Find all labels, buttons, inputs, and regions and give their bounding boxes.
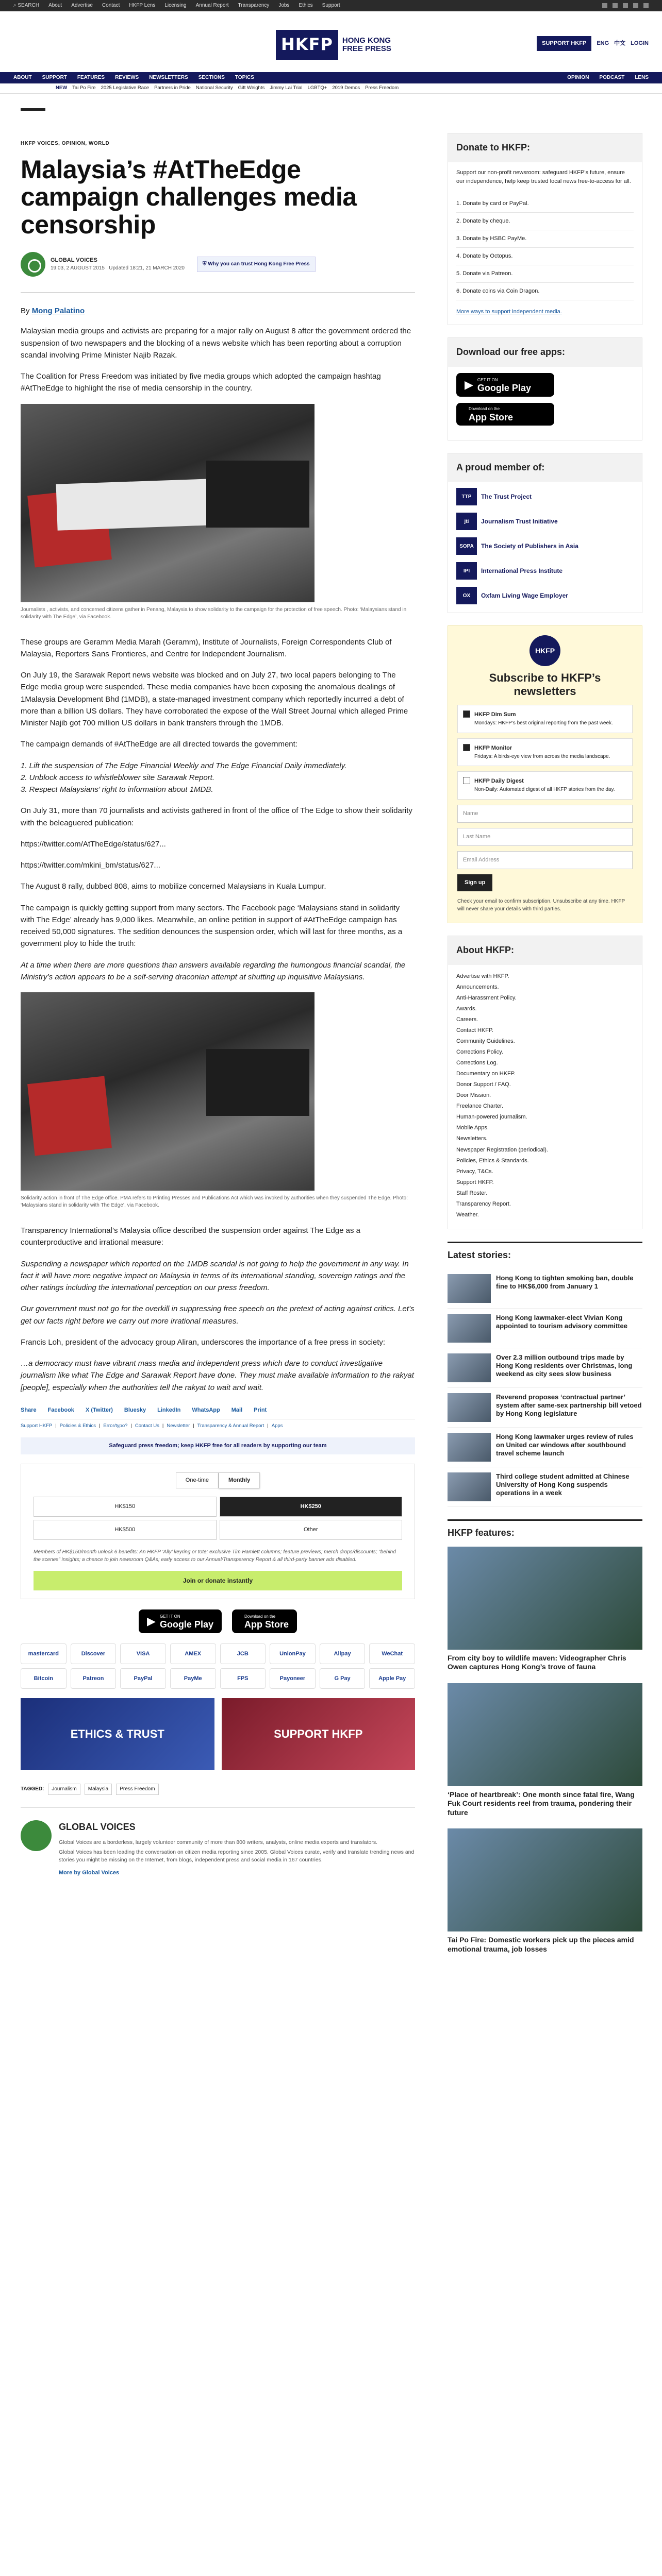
- more-ways-link[interactable]: More ways to support independent media.: [456, 309, 562, 315]
- latest-story[interactable]: [448, 1348, 642, 1388]
- author-box: [21, 1807, 415, 1878]
- shield-icon: ⛨: [203, 261, 207, 267]
- about-link[interactable]: Support HKFP.: [456, 1179, 494, 1185]
- author-prefix: By: [21, 307, 30, 315]
- frequency-toggle: [34, 1472, 402, 1488]
- tags-label: TAGGED:: [21, 1786, 44, 1792]
- lang-eng[interactable]: ENG: [597, 40, 609, 46]
- about-link[interactable]: Awards.: [456, 1005, 477, 1012]
- search-label: SEARCH: [18, 3, 40, 9]
- util-link[interactable]: Advertise: [71, 3, 93, 9]
- feature-item[interactable]: [448, 1828, 642, 1954]
- feature-title[interactable]: Tai Po Fire: Domestic workers pick up the pieces amid emotional trauma, job losses: [448, 1936, 634, 1953]
- about-link[interactable]: Advertise with HKFP.: [456, 973, 509, 979]
- about-link[interactable]: Corrections Log.: [456, 1060, 498, 1066]
- support-banner[interactable]: SUPPORT HKFP: [222, 1698, 416, 1770]
- story-title[interactable]: Hong Kong lawmaker-elect Vivian Kong appointed to tourism advisory committee: [496, 1313, 627, 1330]
- jti-icon: jti: [456, 513, 477, 530]
- sidebar: [448, 133, 642, 1965]
- paragraph: Francis Loh, president of the advocacy group Aliran, underscores the importance of a free press in society:: [21, 1337, 386, 1347]
- photo-caption: Solidarity action in front of The Edge office. PMA refers to Printing Presses and Publications Act which was invoked by authorities when they suspended The Edge. Photo: ‘Malaysians stand in solidarity with The Edge’, via Facebook.: [21, 1195, 408, 1208]
- paragraph: The campaign demands of #AtTheEdge are all directed towards the government:: [21, 740, 297, 749]
- donate-intro: Support our non-profit newsroom: safeguard HKFP’s future, ensure our independence, help keep trusted local news free-to-access for all.: [456, 169, 631, 184]
- tag[interactable]: Malaysia: [85, 1784, 112, 1795]
- badge-big: App Store: [469, 412, 514, 422]
- member-org-name: The Society of Publishers in Asia: [481, 543, 578, 550]
- safeguard-banner: Safeguard press freedom; keep HKFP free for all readers by supporting our team: [21, 1437, 415, 1454]
- feature-item[interactable]: [448, 1547, 642, 1672]
- trending-item[interactable]: National Security: [195, 85, 233, 91]
- apps-body: [448, 373, 642, 425]
- share-x[interactable]: X (Twitter): [85, 1406, 113, 1413]
- newsletter-name: HKFP Dim Sum: [474, 711, 516, 718]
- author-name: GLOBAL VOICES: [59, 1821, 136, 1832]
- tweet-link[interactable]: https://twitter.com/AtTheEdge/status/627...: [21, 839, 166, 849]
- policy-link[interactable]: Policies & Ethics: [59, 1422, 96, 1429]
- last-name-input[interactable]: Last Name: [457, 828, 633, 846]
- payment-logo: AMEX: [170, 1643, 216, 1664]
- trending-item[interactable]: 2019 Demos: [332, 85, 360, 91]
- nav-item[interactable]: TOPICS: [235, 75, 254, 81]
- about-link[interactable]: Donor Support / FAQ.: [456, 1081, 511, 1088]
- site-logo[interactable]: [276, 30, 391, 60]
- amount-option[interactable]: HK$150: [34, 1497, 217, 1517]
- sopa-icon: SOPA: [456, 537, 477, 555]
- latest-story[interactable]: [448, 1467, 642, 1507]
- nav-item[interactable]: LENS: [635, 75, 649, 81]
- about-link[interactable]: Anti-Harassment Policy.: [456, 994, 517, 1001]
- policy-link[interactable]: Newsletter: [167, 1422, 190, 1429]
- member-org[interactable]: [456, 537, 634, 555]
- newsletter-desc: Fridays: A birds-eye view from across the media landscape.: [474, 753, 610, 759]
- about-link[interactable]: Privacy, T&Cs.: [456, 1168, 493, 1175]
- util-link[interactable]: Ethics: [299, 3, 313, 9]
- oxfam-icon: OX: [456, 587, 477, 604]
- trust-button-label: Why you can trust Hong Kong Free Press: [208, 261, 310, 267]
- newsletter-checkbox[interactable]: [463, 777, 470, 784]
- author-line: [21, 305, 415, 317]
- share-linkedin[interactable]: LinkedIn: [157, 1406, 181, 1413]
- story-thumbnail[interactable]: [448, 1353, 491, 1382]
- about-link[interactable]: Community Guidelines.: [456, 1038, 515, 1045]
- login-link[interactable]: LOGIN: [631, 40, 649, 46]
- byline-date: 19:03, 2 AUGUST 2015: [51, 265, 105, 271]
- feature-image[interactable]: [448, 1828, 642, 1931]
- quote: At a time when there are more questions than answers available regarding the humongous financial scandal, the Ministry’s action appears to be a self-serving draconian attempt at shutting up inquisitive Malaysians.: [21, 960, 406, 981]
- donate-body: [448, 168, 642, 316]
- policy-link[interactable]: Transparency & Annual Report: [197, 1422, 264, 1429]
- trending-item[interactable]: Press Freedom: [365, 85, 399, 91]
- payment-logo: PayMe: [170, 1668, 216, 1689]
- nav-item[interactable]: FEATURES: [77, 75, 105, 81]
- member-org-name: Oxfam Living Wage Employer: [481, 592, 568, 600]
- nav-item[interactable]: REVIEWS: [115, 75, 139, 81]
- amount-option[interactable]: Other: [220, 1520, 403, 1540]
- global-voices-avatar[interactable]: [21, 252, 45, 277]
- trending-item[interactable]: 2025 Legislative Race: [101, 85, 150, 91]
- util-link[interactable]: Contact: [102, 3, 120, 9]
- author-link[interactable]: Mong Palatino: [31, 307, 85, 315]
- util-link[interactable]: Licensing: [164, 3, 187, 9]
- story-thumbnail[interactable]: [448, 1274, 491, 1303]
- member-org[interactable]: [456, 587, 634, 604]
- nav-item[interactable]: PODCAST: [599, 75, 625, 81]
- payment-logo: mastercard: [21, 1643, 67, 1664]
- article: [21, 108, 415, 1878]
- share-facebook[interactable]: Facebook: [47, 1406, 74, 1413]
- about-links: [448, 971, 642, 1221]
- photo-detail: [56, 478, 228, 530]
- about-link[interactable]: Newsletters.: [456, 1136, 488, 1142]
- donate-option[interactable]: 6. Donate coins via Coin Dragon.: [456, 283, 634, 300]
- more-by-author-link[interactable]: More by Global Voices: [59, 1870, 120, 1876]
- nav-item[interactable]: SUPPORT: [42, 75, 67, 81]
- member-org[interactable]: [456, 562, 634, 580]
- trending-label: NEW: [56, 85, 68, 91]
- google-play-icon: ▶: [465, 378, 473, 392]
- payment-logo: Alipay: [320, 1643, 366, 1664]
- about-link[interactable]: Weather.: [456, 1211, 479, 1218]
- donate-heading: Donate to HKFP:: [448, 133, 642, 162]
- share-whatsapp[interactable]: WhatsApp: [192, 1406, 220, 1413]
- features-list: [448, 1547, 642, 1954]
- ethics-banner[interactable]: ETHICS & TRUST: [21, 1698, 214, 1770]
- about-link[interactable]: Mobile Apps.: [456, 1125, 489, 1131]
- nav-item[interactable]: OPINION: [567, 75, 589, 81]
- trending-item[interactable]: Partners in Pride: [154, 85, 191, 91]
- subscribe-heading: Subscribe to HKFP’s newsletters: [489, 671, 601, 698]
- donate-option[interactable]: 3. Donate by HSBC PayMe.: [456, 230, 634, 248]
- payment-logo: Apple Pay: [369, 1668, 415, 1689]
- freq-monthly[interactable]: Monthly: [219, 1472, 260, 1488]
- member-org-name: International Press Institute: [481, 567, 563, 575]
- hkfp-badge-icon: HKFP: [529, 635, 560, 666]
- feature-image[interactable]: [448, 1547, 642, 1650]
- byline-meta: [51, 257, 185, 272]
- payment-logo: UnionPay: [270, 1643, 316, 1664]
- badge-big: App Store: [244, 1619, 289, 1630]
- tag[interactable]: Journalism: [48, 1784, 80, 1795]
- payment-logo: FPS: [220, 1668, 266, 1689]
- logo-line-1: HONG KONG: [342, 36, 391, 45]
- policy-links: Support HKFP | Policies & Ethics | Error/typo? | Contact Us | Newsletter | Transparency & Annual Report | Apps: [21, 1419, 415, 1430]
- payment-logo: PayPal: [120, 1668, 166, 1689]
- story-thumbnail[interactable]: [448, 1472, 491, 1501]
- story-thumbnail[interactable]: [448, 1314, 491, 1343]
- latest-heading: Latest stories:: [448, 1242, 642, 1263]
- about-link[interactable]: Door Mission.: [456, 1092, 491, 1099]
- member-orgs: [448, 488, 642, 604]
- newsletter-signup: [448, 625, 642, 923]
- instagram-icon[interactable]: [623, 3, 628, 8]
- about-link[interactable]: Corrections Policy.: [456, 1049, 503, 1056]
- site-header: [0, 11, 662, 72]
- features-heading: HKFP features:: [448, 1519, 642, 1540]
- about-link[interactable]: Staff Roster.: [456, 1190, 488, 1196]
- about-link[interactable]: Contact HKFP.: [456, 1027, 493, 1034]
- payment-logo: Payoneer: [270, 1668, 316, 1689]
- feature-image[interactable]: [448, 1683, 642, 1786]
- divider: [21, 292, 415, 293]
- list-item: 2. Unblock access to whistleblower site Sarawak Report.: [21, 773, 214, 782]
- byline-org[interactable]: GLOBAL VOICES: [51, 257, 97, 264]
- policy-link[interactable]: Error/typo?: [103, 1422, 128, 1429]
- newsletter-desc: Mondays: HKFP’s best original reporting from the past week.: [474, 720, 613, 726]
- latest-story[interactable]: [448, 1388, 642, 1428]
- promo-banners: [21, 1698, 415, 1770]
- rss-icon[interactable]: [643, 3, 649, 8]
- util-link[interactable]: HKFP Lens: [129, 3, 156, 9]
- payment-logo: Patreon: [71, 1668, 117, 1689]
- trending-item[interactable]: Tai Po Fire: [72, 85, 96, 91]
- trust-project-icon: TTP: [456, 488, 477, 505]
- util-link[interactable]: Jobs: [278, 3, 290, 9]
- apps-heading: Download our free apps:: [448, 338, 642, 367]
- util-link[interactable]: Annual Report: [195, 3, 229, 9]
- ipi-icon: IPI: [456, 562, 477, 580]
- about-link[interactable]: Documentary on HKFP.: [456, 1071, 516, 1077]
- about-heading: About HKFP:: [448, 936, 642, 965]
- story-thumbnail[interactable]: [448, 1393, 491, 1422]
- member-org-name: The Trust Project: [481, 493, 532, 501]
- share-print[interactable]: Print: [254, 1406, 267, 1413]
- latest-story[interactable]: [448, 1309, 642, 1348]
- author-bio: [59, 1820, 415, 1878]
- paragraph: On July 19, the Sarawak Report news website was blocked and on July 27, two local papers belonging to The Edge media group were suspended. These media companies have been exposing the anomalous dealings of 1Malaysia Development Bhd (1MDB), a state-managed investment company which reportedly incurred a debt of more than a billion US dollars. They have corroborated the expose of the Wall Street Journal which alleged Prime Minister Najib got 700 million US dollars in bank transfers through the 1MDB.: [21, 671, 408, 727]
- divider: [21, 108, 45, 111]
- badge-big: Google Play: [159, 1619, 213, 1630]
- payment-logo: WeChat: [369, 1643, 415, 1664]
- newsletter-name: HKFP Daily Digest: [474, 778, 524, 785]
- newsletter-desc: Non-Daily: Automated digest of all HKFP stories from the day.: [474, 787, 615, 793]
- share-bluesky[interactable]: Bluesky: [124, 1406, 146, 1413]
- paragraph: Malaysian media groups and activists are preparing for a major rally on August 8 after the government ordered the suspension of two newspapers and the blocking of a news website which has been reporting about a corruption scandal involving Prime Minister Najib Razak.: [21, 327, 411, 360]
- story-title[interactable]: Hong Kong lawmaker urges review of rules on United car windows after southbound travel scheme launch: [496, 1432, 634, 1458]
- article-photo: [21, 992, 315, 1191]
- freq-one-time[interactable]: One-time: [176, 1472, 219, 1488]
- about-link[interactable]: Freelance Charter.: [456, 1103, 504, 1110]
- article-photo: [21, 404, 315, 602]
- story-title[interactable]: Third college student admitted at Chinese University of Hong Kong suspends operations in a week: [496, 1472, 630, 1497]
- email-input[interactable]: Email Address: [457, 851, 633, 869]
- byline-updated: Updated 18:21, 21 MARCH 2020: [109, 265, 185, 271]
- newsletter-checkbox[interactable]: [463, 710, 470, 718]
- photo-detail: [27, 1076, 112, 1156]
- app-store-badge[interactable]: [232, 1609, 297, 1633]
- badge-small: GET IT ON: [159, 1614, 180, 1619]
- about-link[interactable]: Transparency Report.: [456, 1200, 511, 1207]
- story-thumbnail[interactable]: [448, 1433, 491, 1462]
- about-link[interactable]: Newspaper Registration (periodical).: [456, 1146, 548, 1153]
- google-play-badge[interactable]: [139, 1609, 222, 1633]
- first-name-input[interactable]: Name: [457, 805, 633, 823]
- payment-logo: Bitcoin: [21, 1668, 67, 1689]
- policy-link[interactable]: Contact Us: [135, 1422, 159, 1429]
- story-title[interactable]: Reverend proposes ‘contractual partner’ system after same-sex partnership bill vetoed by Hong Kong legislature: [496, 1393, 642, 1418]
- proud-heading: A proud member of:: [448, 453, 642, 482]
- quote: Our government must not go for the overkill in suppressing free speech on the pretext of acting against critics. Let’s get our facts right before we carry out more irrational measures.: [21, 1304, 415, 1326]
- social-icons: [602, 3, 649, 8]
- donate-options: [456, 195, 634, 300]
- google-play-icon: ▶: [147, 1615, 156, 1628]
- latest-story[interactable]: [448, 1269, 642, 1309]
- support-hkfp-button[interactable]: SUPPORT HKFP: [537, 36, 591, 51]
- article-categories[interactable]: HKFP VOICES, OPINION, WORLD: [21, 141, 110, 146]
- amount-option[interactable]: HK$500: [34, 1520, 217, 1540]
- google-play-badge[interactable]: [456, 373, 554, 397]
- trending-item[interactable]: Jimmy Lai Trial: [270, 85, 303, 91]
- list-item: 3. Respect Malaysians’ right to information about 1MDB.: [21, 785, 213, 794]
- paragraph: These groups are Geramm Media Marah (Geramm), Institute of Journalists, Foreign Correspondents Club of Malaysia, Reporters Sans Frontieres, and Centre for Independent Journalism.: [21, 637, 392, 658]
- tag[interactable]: Press Freedom: [116, 1784, 158, 1795]
- trust-button[interactable]: [197, 257, 316, 272]
- payment-logo: JCB: [220, 1643, 266, 1664]
- tags: [21, 1784, 415, 1795]
- badge-small: Download on the: [469, 406, 500, 412]
- trending-bar: [0, 83, 662, 94]
- badge-small: Download on the: [244, 1614, 276, 1619]
- trending-item[interactable]: LGBTQ+: [307, 85, 327, 91]
- features: [448, 1519, 642, 1954]
- payment-logo: Discover: [71, 1643, 117, 1664]
- search-link[interactable]: ⌕ SEARCH: [13, 3, 40, 9]
- feature-item[interactable]: [448, 1683, 642, 1818]
- newsletter-option[interactable]: [457, 738, 633, 767]
- policy-link[interactable]: Support HKFP: [21, 1422, 53, 1429]
- author-bio-text: Global Voices has been leading the conversation on citizen media reporting since 2005. Global Voices curate, verify and translate trending news and stories you might be missing on the Internet, from blogs, independent press and social media in 167 countries.: [59, 1849, 415, 1863]
- member-org-name: Journalism Trust Initiative: [481, 518, 558, 526]
- subscribe-note: Check your email to confirm subscription. Unsubscribe at any time. HKFP will never share your details with third parties.: [457, 898, 625, 912]
- article-title: Malaysia’s #AtTheEdge campaign challenges media censorship: [21, 155, 357, 239]
- author-avatar: [21, 1820, 52, 1851]
- donate-option[interactable]: 1. Donate by card or PayPal.: [456, 195, 634, 213]
- quote: Suspending a newspaper which reported on the 1MDB scandal is not going to help the government in any way. In fact it will have more negative impact on Malaysia in terms of its international standing, sovereign ratings and the other ratings including the international perception on our press freedom.: [21, 1259, 409, 1292]
- lang-zh[interactable]: 中文: [614, 40, 626, 46]
- trending-item[interactable]: Gift Weights: [238, 85, 265, 91]
- about-link[interactable]: Human-powered journalism.: [456, 1114, 527, 1121]
- about-link[interactable]: Announcements.: [456, 984, 499, 990]
- newsletter-option[interactable]: [457, 705, 633, 733]
- app-store-badge[interactable]: [456, 403, 554, 425]
- author-bio-text: Global Voices are a borderless, largely volunteer community of more than 800 writers, analysts, online media experts and translators.: [59, 1839, 378, 1845]
- about-link[interactable]: Careers.: [456, 1016, 478, 1023]
- nav-item[interactable]: NEWSLETTERS: [149, 75, 188, 81]
- header-actions: [537, 36, 649, 51]
- quote: …a democracy must have vibrant mass media and independent press which dare to conduct investigative journalism like what The Edge and Sarawak Report have done. They must make available information to the rakyat [people], especially when the authorities tell the rakyat to wait and wait.: [21, 1359, 414, 1392]
- list-item: 1. Lift the suspension of The Edge Financial Weekly and The Edge Financial Daily immediately.: [21, 761, 347, 770]
- util-link[interactable]: Transparency: [238, 3, 270, 9]
- donate-option[interactable]: 4. Donate by Octopus.: [456, 248, 634, 265]
- proud-card: [448, 453, 642, 614]
- nav-item[interactable]: SECTIONS: [198, 75, 225, 81]
- newsletter-option[interactable]: [457, 771, 633, 800]
- badge-big: Google Play: [477, 383, 531, 393]
- amount-option[interactable]: HK$250: [220, 1497, 403, 1517]
- paragraph: The August 8 rally, dubbed 808, aims to mobilize concerned Malaysians in Kuala Lumpur.: [21, 882, 326, 891]
- about-link[interactable]: Policies, Ethics & Standards.: [456, 1157, 529, 1164]
- util-link[interactable]: Support: [322, 3, 340, 9]
- photo-caption: Journalists , activists, and concerned citizens gather in Penang, Malaysia to show solidarity to the campaign for the protection of free speech. Photo: ‘Malaysians stand in solidarity with The Edge’, via Facebook.: [21, 606, 407, 620]
- youtube-icon[interactable]: [633, 3, 638, 8]
- donate-option[interactable]: 5. Donate via Patreon.: [456, 265, 634, 283]
- policy-link[interactable]: Apps: [271, 1422, 283, 1429]
- paragraph: The Coalition for Press Freedom was initiated by five media groups which adopted the campaign hashtag #AtTheEdge to highlight the rise of media censorship in the country.: [21, 372, 381, 393]
- photo-detail: [206, 1049, 309, 1116]
- feature-title[interactable]: ‘Place of heartbreak’: One month since fatal fire, Wang Fuk Court residents reel from trauma, pondering their future: [448, 1790, 635, 1817]
- donate-widget: [21, 1464, 415, 1600]
- byline: [21, 252, 415, 277]
- members-benefits: Members of HK$150/month unlock 6 benefits: An HKFP ‘Ally’ keyring or tote; exclusive Tim Hamlett columns; feature previews; merch drops/discounts; “behind the scenes” insights; a chance to join newsroom Q&As; early access to our Annual/Transparency Report & all third-party banner ads disabled.: [34, 1549, 396, 1563]
- share-mail[interactable]: Mail: [231, 1406, 243, 1413]
- story-title[interactable]: Over 2.3 million outbound trips made by Hong Kong residents over Christmas, long weekend as city sees slow business: [496, 1353, 633, 1378]
- photo-detail: [206, 461, 309, 528]
- logo-text: [342, 37, 391, 53]
- member-org[interactable]: [456, 513, 634, 530]
- payment-logo: G Pay: [320, 1668, 366, 1689]
- about-card: [448, 936, 642, 1229]
- paragraph: The campaign is quickly getting support from many sectors. The Facebook page ‘Malaysians stand in solidarity with The Edge’ already has 9,000 likes. Meanwhile, an online petition in support of #AtTheEdge campaign has received 50,000 signatures. The sedition denounces the suspension order, which will last for three months, as a government ploy to hide the truth:: [21, 903, 403, 948]
- util-link[interactable]: About: [48, 3, 62, 9]
- logo-mark: HKFP: [276, 30, 338, 60]
- apps-card: [448, 337, 642, 440]
- latest-stories: [448, 1242, 642, 1507]
- app-badges: [21, 1609, 415, 1633]
- main-nav: [0, 72, 662, 83]
- payment-logo: VISA: [120, 1643, 166, 1664]
- tweet-link[interactable]: https://twitter.com/mkini_bm/status/627...: [21, 861, 160, 870]
- badge-small: GET IT ON: [477, 377, 498, 382]
- x-icon[interactable]: [613, 3, 618, 8]
- latest-story[interactable]: [448, 1428, 642, 1467]
- story-title[interactable]: Hong Kong to tighten smoking ban, double fine to HK$6,000 from January 1: [496, 1274, 634, 1290]
- join-donate-button[interactable]: Join or donate instantly: [34, 1571, 402, 1591]
- feature-title[interactable]: From city boy to wildlife maven: Videographer Chris Owen captures Hong Kong’s trove of fauna: [448, 1653, 626, 1671]
- amount-grid: [34, 1497, 402, 1540]
- donate-option[interactable]: 2. Donate by cheque.: [456, 213, 634, 230]
- newsletter-name: HKFP Monitor: [474, 744, 512, 751]
- demands-list: [21, 760, 415, 796]
- nav-item[interactable]: ABOUT: [13, 75, 32, 81]
- sign-up-button[interactable]: Sign up: [457, 874, 492, 891]
- logo-line-2: FREE PRESS: [342, 44, 391, 53]
- facebook-icon[interactable]: [602, 3, 607, 8]
- payment-methods: [21, 1643, 415, 1689]
- latest-list: [448, 1269, 642, 1507]
- paragraph: Transparency International’s Malaysia office described the suspension order against The Edge as a counterproductive and irrational measure:: [21, 1226, 361, 1247]
- paragraph: On July 31, more than 70 journalists and activists gathered in front of the office of The Edge to show their solidarity with the beleaguered publication:: [21, 806, 412, 827]
- donate-card: [448, 133, 642, 325]
- member-org[interactable]: [456, 488, 634, 505]
- share-label: Share: [21, 1406, 37, 1413]
- share-bar: [21, 1406, 415, 1415]
- utility-bar: [0, 0, 662, 11]
- newsletter-checkbox[interactable]: [463, 744, 470, 751]
- nav-right: [567, 74, 649, 82]
